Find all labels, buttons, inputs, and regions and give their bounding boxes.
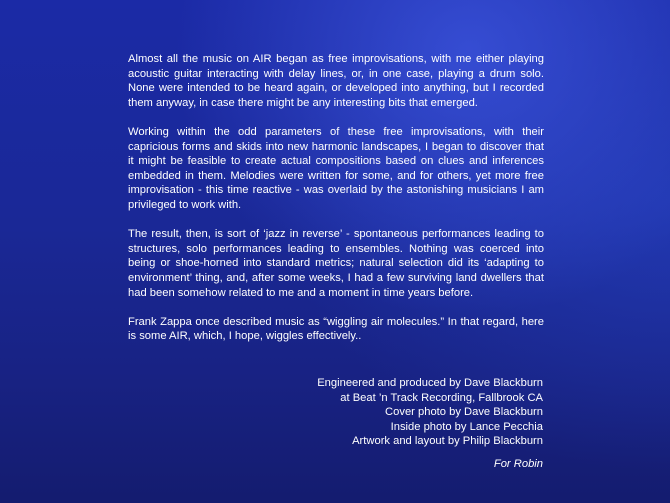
dedication: For Robin [493,458,543,470]
credit-line-artwork: Artwork and layout by Philip Blackburn [352,435,543,448]
credit-line-engineering: Engineered and produced by Dave Blackburn [317,377,543,389]
liner-notes-paragraph-4: Frank Zappa once described music as “wiggling air molecules.” In that regard, here is some AIR, which, I hope, wiggles effectively.. [128,315,544,343]
liner-notes-paragraph-1: Almost all the music on AIR began as free improvisations, with me either playing acoustic guitar interacting with delay lines, or, in one case, playing a drum solo. None were intended to be heard again, or developed into anything, but I recorded them anyway, in case there might be any interesting bits that emerged. [128,53,544,109]
credit-line-inside-photo: Inside photo by Lance Pecchia [390,420,543,433]
credit-line-cover-photo: Cover photo by Dave Blackburn [385,406,543,419]
credit-line-studio: at Beat ’n Track Recording, Fallbrook CA [340,391,543,404]
liner-notes-paragraph-3: The result, then, is sort of ‘jazz in reverse’ - spontaneous performances leading to structures, solo performances leading to ensembles. Nothing was coerced into being or shoe-horned into standard metrics; natural selection did its ‘adapting to environment’ thing, and, after some weeks, I had a few surviving land dwellers that had been somehow related to me and a moment in time years before. [128,228,544,299]
liner-notes-body [128,52,544,344]
liner-notes-paragraph-2: Working within the odd parameters of these free improvisations, with their capricious forms and skids into new harmonic landscapes, I began to discover that it might be feasible to create actual compositions based on clues and inferences embedded in them. Melodies were written for some, and for others, yet more free improvisation - this time reactive - was overlaid by the astonishing musicians I am privileged to work with. [128,125,544,211]
credits-block [250,376,543,449]
